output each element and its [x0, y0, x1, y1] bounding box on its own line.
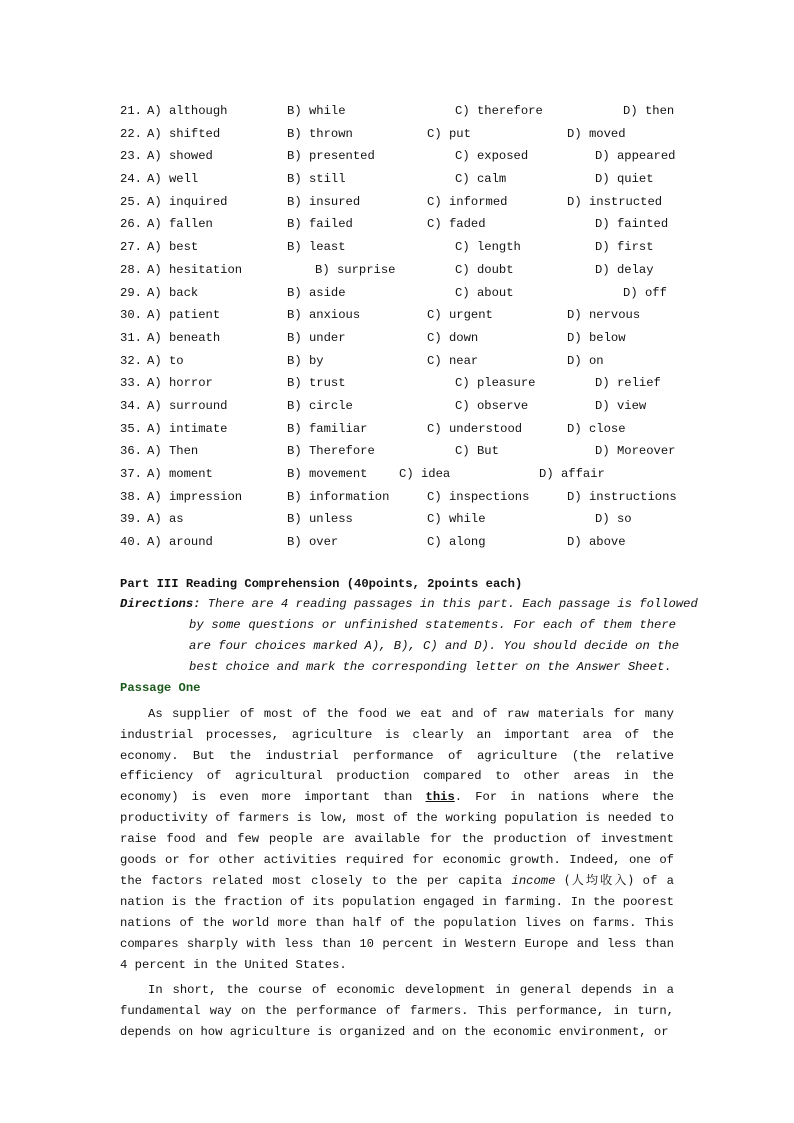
choice-c: C) understood: [427, 421, 523, 436]
question-row: [120, 168, 680, 191]
directions-text-1: There are 4 reading passages in this part. Each passage is followed: [207, 597, 698, 611]
choice-d: D) appeared: [595, 149, 676, 164]
choice-b: B) while: [287, 104, 346, 118]
choice-c: C) along: [427, 535, 486, 550]
choice-c: C) informed: [427, 194, 508, 209]
question-row: [120, 100, 680, 123]
question-row: [120, 236, 680, 259]
choice-c: C) idea: [399, 467, 451, 481]
paragraph-1-part-c: of a nation is the fraction of its population engaged in farming. In the poorest nations of the world more than half of the population lives on farms. This compares sharply with less than 10 percent in Western Europe and less than 4 percent in the United States.: [120, 874, 674, 972]
choice-d: D) first: [595, 240, 654, 255]
choice-d: D) then: [623, 104, 675, 118]
passage-paragraph-2: In short, the course of economic development in general depends in a fundamental way on the performance of farmers. This performance, in turn, depends on how agriculture is organized and on the economic environment, or: [120, 983, 674, 1039]
directions-block: [120, 594, 698, 678]
choice-c: C) exposed: [455, 149, 529, 164]
choice-d: D) close: [567, 421, 626, 436]
choice-a: A) impression: [147, 489, 243, 504]
question-number: 24.: [120, 172, 142, 187]
choice-c: C) doubt: [455, 262, 514, 277]
choice-b: B) least: [287, 240, 346, 255]
question-row: [120, 508, 680, 531]
question-row: [120, 191, 680, 214]
choice-a: A) inquired: [147, 194, 228, 209]
question-number: 40.: [120, 535, 142, 550]
chinese-gloss: (人均收入): [564, 873, 634, 888]
choice-b: B) presented: [287, 149, 375, 164]
choice-a: A) shifted: [147, 126, 221, 141]
choice-d: D) Moreover: [595, 444, 676, 459]
directions-line-3: are four choices marked A), B), C) and D). You should decide on the: [189, 639, 680, 653]
choice-d: D) off: [623, 285, 667, 300]
choice-c: C) inspections: [427, 489, 530, 504]
question-number: 38.: [120, 489, 142, 504]
question-number: 32.: [120, 353, 142, 368]
choice-d: D) moved: [567, 126, 626, 141]
choice-a: A) well: [147, 172, 199, 187]
question-number: 35.: [120, 421, 142, 436]
question-number: 39.: [120, 512, 142, 527]
passage-paragraph-1: [120, 704, 674, 975]
choice-d: D) instructions: [567, 489, 677, 504]
choice-d: D) relief: [595, 376, 661, 391]
choice-c: C) about: [455, 285, 514, 300]
choice-d: D) delay: [595, 262, 654, 277]
choice-c: C) length: [455, 240, 521, 255]
choice-d: D) fainted: [595, 217, 669, 232]
choice-c: C) near: [427, 353, 479, 368]
choice-a: A) Then: [147, 444, 199, 459]
choice-b: B) familiar: [287, 421, 368, 436]
question-row: [120, 531, 680, 554]
choice-c: C) faded: [427, 217, 486, 232]
question-row: [120, 304, 680, 327]
question-number: 28.: [120, 262, 142, 277]
choice-a: A) showed: [147, 149, 213, 164]
question-number: 30.: [120, 308, 142, 323]
choice-a: A) moment: [147, 467, 213, 481]
choice-b: B) over: [287, 535, 339, 550]
choice-c: C) put: [427, 126, 471, 141]
choice-a: A) back: [147, 285, 199, 300]
choice-b: B) aside: [287, 285, 346, 300]
choice-b: B) trust: [287, 376, 346, 391]
choice-b: B) thrown: [287, 126, 353, 141]
choice-c: C) observe: [455, 398, 529, 413]
choice-a: A) patient: [147, 308, 221, 323]
choice-a: A) to: [147, 353, 184, 368]
question-number: 26.: [120, 217, 142, 232]
italic-income: income: [511, 874, 556, 889]
part-three-title: Part III Reading Comprehension (40points, 2points each): [120, 577, 523, 591]
question-number: 37.: [120, 467, 142, 481]
choice-d: D) so: [595, 512, 632, 527]
paragraph-1-part-a: As supplier of most of the food we eat and of raw materials for many industrial processes, agriculture is clearly an important area of the economy. But the industrial performance of agriculture (the relative efficiency of agricultural production compared to other areas in the economy) is even more important than: [120, 707, 674, 805]
choice-a: A) intimate: [147, 421, 228, 436]
choice-c: C) while: [427, 512, 486, 527]
choice-c: C) therefore: [455, 104, 543, 118]
underlined-this: this: [425, 790, 455, 805]
question-number: 29.: [120, 285, 142, 300]
choice-b: B) movement: [287, 467, 368, 481]
choice-b: B) surprise: [315, 262, 396, 277]
choice-b: B) information: [287, 489, 390, 504]
choice-a: A) as: [147, 512, 184, 527]
choice-d: D) nervous: [567, 308, 641, 323]
question-list: [120, 100, 680, 554]
question-number: 25.: [120, 194, 142, 209]
question-row: [120, 418, 680, 441]
choice-a: A) horror: [147, 376, 213, 391]
question-row: [120, 372, 680, 395]
choice-b: B) still: [287, 172, 346, 187]
question-row: [120, 440, 680, 463]
passage-one-body: [120, 704, 674, 1048]
question-number: 23.: [120, 149, 142, 164]
choice-b: B) by: [287, 353, 324, 368]
question-number: 36.: [120, 444, 142, 459]
choice-c: C) calm: [455, 172, 507, 187]
choice-b: B) anxious: [287, 308, 361, 323]
paragraph-1-part-b: . For in nations where the productivity of farmers is low, most of the working population is needed to raise food and few people are available for the production of investment goods or for other activities required for economic growth. Indeed, one of the factors related most closely to the per capita: [120, 790, 674, 889]
passage-one-title: Passage One: [120, 681, 201, 695]
choice-a: A) best: [147, 240, 199, 255]
choice-a: A) hesitation: [147, 262, 243, 277]
choice-d: D) below: [567, 330, 626, 345]
choice-c: C) urgent: [427, 308, 493, 323]
choice-c: C) But: [455, 444, 499, 459]
question-number: 34.: [120, 398, 142, 413]
question-row: [120, 486, 680, 509]
choice-a: A) surround: [147, 398, 228, 413]
choice-a: A) around: [147, 535, 213, 550]
choice-b: B) under: [287, 330, 346, 345]
choice-d: D) on: [567, 353, 604, 368]
choice-a: A) beneath: [147, 330, 221, 345]
choice-d: D) above: [567, 535, 626, 550]
question-row: [120, 327, 680, 350]
choice-a: A) fallen: [147, 217, 213, 232]
directions-label: Directions:: [120, 597, 201, 611]
question-row: [120, 123, 680, 146]
choice-c: C) down: [427, 330, 479, 345]
choice-b: B) circle: [287, 398, 353, 413]
choice-b: B) insured: [287, 194, 361, 209]
question-number: 22.: [120, 126, 142, 141]
choice-c: C) pleasure: [455, 376, 536, 391]
question-number: 33.: [120, 376, 142, 391]
choice-d: D) instructed: [567, 194, 663, 209]
question-row: [120, 282, 680, 305]
question-row: [120, 350, 680, 373]
choice-d: D) affair: [539, 467, 605, 481]
choice-d: D) view: [595, 398, 647, 413]
question-row: [120, 259, 680, 282]
directions-line-1: [120, 594, 698, 615]
question-row: [120, 463, 680, 486]
question-number: 31.: [120, 330, 142, 345]
question-row: [120, 145, 680, 168]
question-row: [120, 395, 680, 418]
question-number: 21.: [120, 104, 142, 118]
directions-line-4: best choice and mark the corresponding letter on the Answer Sheet.: [189, 660, 672, 674]
choice-b: B) Therefore: [287, 444, 375, 459]
question-row: [120, 213, 680, 236]
directions-line-2: by some questions or unfinished statements. For each of them there: [189, 618, 676, 632]
choice-b: B) failed: [287, 217, 353, 232]
choice-d: D) quiet: [595, 172, 654, 187]
choice-b: B) unless: [287, 512, 353, 527]
choice-a: A) although: [147, 104, 228, 118]
question-number: 27.: [120, 240, 142, 255]
